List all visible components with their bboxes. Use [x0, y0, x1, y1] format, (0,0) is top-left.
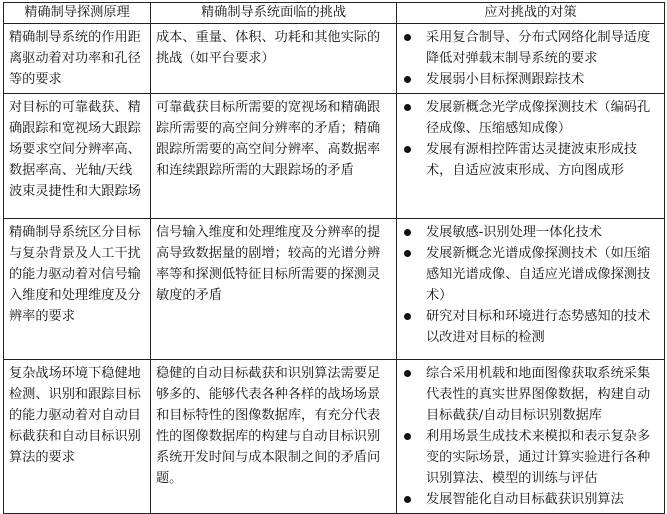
header-countermeasures: 应对挑战的对策 [397, 3, 665, 24]
countermeasures-cell [397, 360, 665, 514]
bullet-icon [404, 229, 411, 236]
list-item [402, 97, 659, 139]
countermeasures-cell [397, 24, 665, 94]
bullet-icon [404, 146, 411, 153]
challenge-cell: 成本、重量、体积、功耗和其他实际的挑战（如平台要求） [151, 24, 397, 94]
list-item-text: 综合采用机载和地面图像获取系统采集代表性的真实世界图像数据，构建自动目标截获/自动目标识别数据库 [426, 366, 651, 423]
table-row [4, 219, 665, 360]
challenges-table [3, 2, 665, 514]
header-challenge: 精确制导系统面临的挑战 [151, 3, 397, 24]
list-item-text: 发展智能化自动目标截获识别算法 [426, 492, 624, 507]
table-row [4, 94, 665, 219]
list-item-text: 发展敏感-识别处理一体化技术 [426, 225, 602, 240]
challenge-cell: 可靠截获目标所需要的宽视场和精确跟踪所需要的高空间分辨率的矛盾；精确跟踪所需要的高空间分辨率、高数据率和连续跟踪所需的大跟踪场的矛盾 [151, 94, 397, 219]
countermeasures-cell [397, 219, 665, 360]
bullet-icon [404, 104, 411, 111]
bullet-icon [404, 433, 411, 440]
principle-cell: 精确制导系统的作用距离驱动着对功率和孔径等的要求 [4, 24, 151, 94]
bullet-icon [404, 313, 411, 320]
header-principle: 精确制导探测原理 [4, 3, 151, 24]
bullet-icon [404, 34, 411, 41]
bullet-icon [404, 370, 411, 377]
bullet-icon [404, 496, 411, 503]
list-item [402, 243, 659, 306]
principle-cell: 复杂战场环境下稳健地检测、识别和跟踪目标的能力驱动着对自动目标截获和自动目标识别算法的要求 [4, 360, 151, 514]
list-item-text: 采用复合制导、分布式网络化制导适度降低对弹载末制导系统的要求 [426, 30, 651, 66]
list-item [402, 363, 659, 426]
principle-cell: 对目标的可靠截获、精确跟踪和宽视场大跟踪场要求空间分辨率高、数据率高、光轴/天线波束灵捷性和大跟踪场 [4, 94, 151, 219]
bullet-icon [404, 250, 411, 257]
list-item [402, 426, 659, 489]
list-item-text: 发展有源相控阵雷达灵捷波束形成技术，自适应波束形成、方向图成形 [426, 142, 637, 178]
list-item-text: 发展新概念光谱成像探测技术（如压缩感知光谱成像、自适应光谱成像探测技术） [426, 246, 651, 303]
list-item-text: 利用场景生成技术来模拟和表示复杂多变的实际场景，通过计算实验进行各种识别算法、模型的训练与评估 [426, 429, 651, 486]
list-item [402, 306, 659, 348]
challenge-cell: 稳健的自动目标截获和识别算法需要足够多的、能够代表各种各样的战场场景和目标特性的图像数据库，有充分代表性的图像数据库的构建与自动目标识别系统开发时间与成本限制之间的矛盾问题。 [151, 360, 397, 514]
list-item [402, 489, 659, 510]
list-item [402, 69, 659, 90]
list-item [402, 27, 659, 69]
header-row [4, 3, 665, 24]
list-item [402, 222, 659, 243]
list-item [402, 139, 659, 181]
table-row [4, 360, 665, 514]
list-item-text: 发展弱小目标探测跟踪技术 [426, 72, 585, 87]
list-item-text: 研究对目标和环境进行态势感知的技术以改进对目标的检测 [426, 309, 651, 345]
countermeasures-cell [397, 94, 665, 219]
challenge-cell: 信号输入维度和处理维度及分辨率的提高导致数据量的剧增；较高的光谱分辨率等和探测低特征目标所需要的探测灵敏度的矛盾 [151, 219, 397, 360]
table-row [4, 24, 665, 94]
principle-cell: 精确制导系统区分目标与复杂背景及人工干扰的能力驱动着对信号输入维度和处理维度及分辨率的要求 [4, 219, 151, 360]
bullet-icon [404, 76, 411, 83]
list-item-text: 发展新概念光学成像探测技术（编码孔径成像、压缩感知成像） [426, 100, 651, 136]
